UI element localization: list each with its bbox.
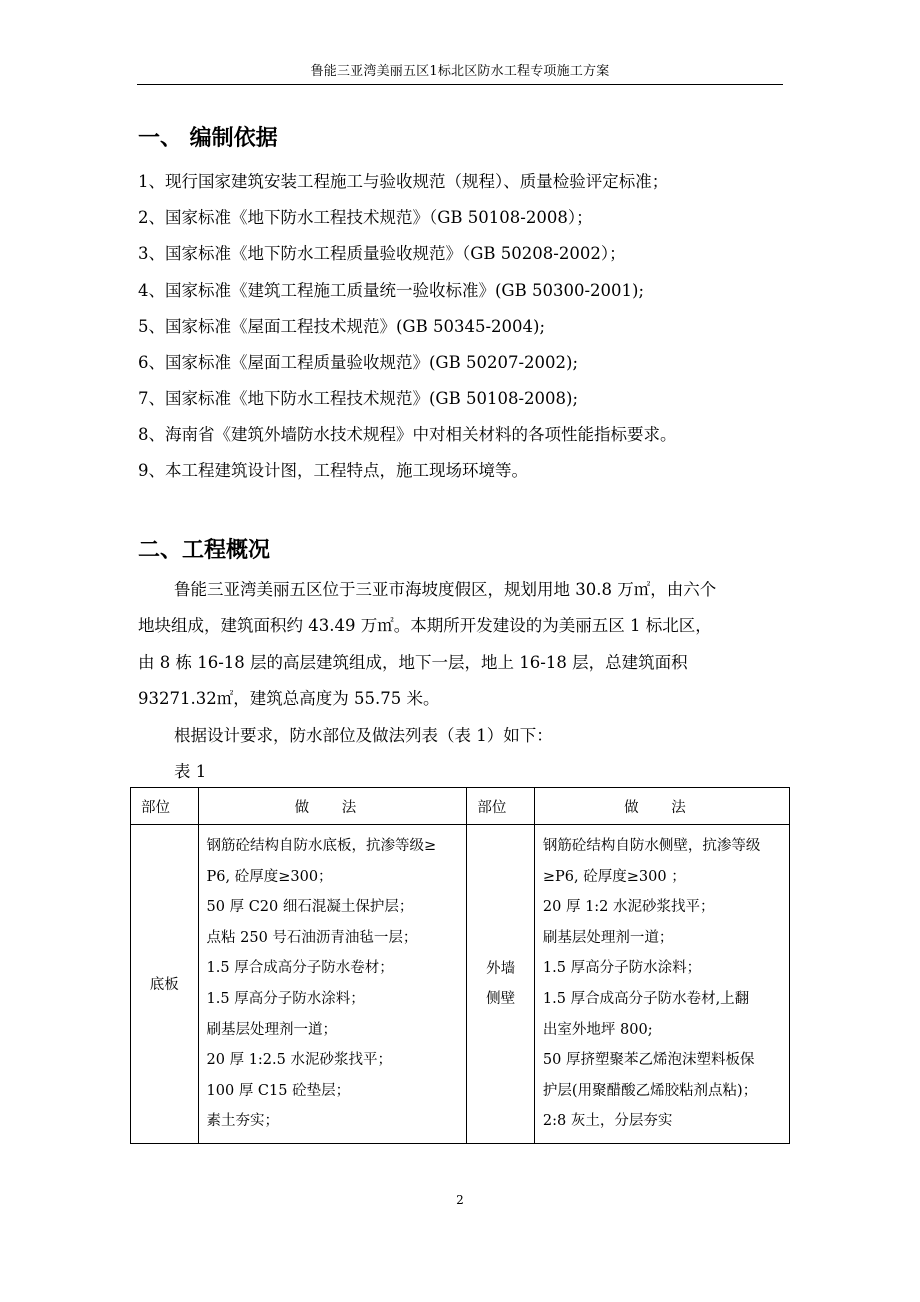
method-line: 点粘 250 号石油沥青油毡一层；: [206, 929, 418, 946]
table-label: 表 1: [174, 762, 207, 781]
method-line: 1.5 厚高分子防水涂料；: [206, 990, 365, 1007]
table-header-row: [131, 788, 790, 825]
header-part-left: 部位: [131, 788, 199, 825]
part-cell-bottom-slab: 底板: [131, 825, 199, 1144]
part-label-line: 侧壁: [486, 990, 516, 1007]
method-line: 钢筋砼结构自防水底板，抗渗等级≥: [206, 838, 437, 854]
method-line: 2:8 灰土，分层夯实: [542, 1113, 673, 1130]
method-line: 钢筋砼结构自防水侧壁，抗渗等级: [542, 838, 761, 854]
basis-item: 1、现行国家建筑安装工程施工与验收规范（规程）、质量检验评定标准；: [138, 172, 669, 191]
part-label-line: 外墙: [486, 960, 516, 977]
method-line: 1.5 厚合成高分子防水卷材,上翻: [542, 990, 750, 1007]
basis-item: 8、海南省《建筑外墙防水技术规程》中对相关材料的各项性能指标要求。: [138, 425, 677, 444]
header-divider: [137, 84, 783, 85]
overview-line: 鲁能三亚湾美丽五区位于三亚市海坡度假区，规划用地 30.8 万㎡，由六个: [174, 580, 717, 599]
method-line: 刷基层处理剂一道；: [542, 929, 674, 946]
basis-item: 5、国家标准《屋面工程技术规范》(GB 50345-2004);: [138, 317, 546, 336]
method-line: 1.5 厚合成高分子防水卷材；: [206, 960, 394, 977]
basis-item: 4、国家标准《建筑工程施工质量统一验收标准》(GB 50300-2001);: [138, 281, 645, 300]
method-line: 50 厚挤塑聚苯乙烯泡沫塑料板保: [542, 1052, 755, 1069]
method-line: P6, 砼厚度≥300；: [206, 868, 333, 885]
method-line: 20 厚 1:2 水泥砂浆找平；: [542, 899, 715, 916]
page-number: 2: [456, 1193, 464, 1207]
method-line: 1.5 厚高分子防水涂料；: [542, 960, 702, 977]
basis-item: 9、本工程建筑设计图，工程特点，施工现场环境等。: [138, 461, 528, 480]
header-part-right: 部位: [467, 788, 535, 825]
method-cell-exterior-wall: [534, 825, 789, 1144]
method-line: ≥P6, 砼厚度≥300 ；: [542, 868, 686, 885]
overview-line: 地块组成，建筑面积约 43.49 万㎡。本期所开发建设的为美丽五区 1 标北区，: [138, 616, 712, 635]
table-intro: 根据设计要求，防水部位及做法列表（表 1）如下：: [174, 726, 553, 745]
section1-heading: 一、 编制依据: [138, 126, 278, 151]
method-line: 100 厚 C15 砼垫层；: [206, 1082, 351, 1099]
part-cell-exterior-wall: [467, 825, 535, 1144]
method-cell-bottom-slab: [198, 825, 467, 1144]
section2-heading: 二、工程概况: [138, 538, 271, 563]
header-method-right: 做 法: [534, 788, 789, 825]
overview-line: 由 8 栋 16-18 层的高层建筑组成，地下一层，地上 16-18 层，总建筑面积: [138, 653, 688, 672]
table-row: [131, 825, 790, 1144]
method-line: 出室外地坪 800;: [542, 1021, 653, 1038]
method-line: 20 厚 1:2.5 水泥砂浆找平；: [206, 1052, 392, 1069]
basis-item: 6、国家标准《屋面工程质量验收规范》(GB 50207-2002);: [138, 353, 579, 372]
basis-item: 2、国家标准《地下防水工程技术规范》（GB 50108-2008）；: [138, 208, 593, 227]
basis-item: 7、国家标准《地下防水工程技术规范》(GB 50108-2008);: [138, 389, 579, 408]
method-line: 50 厚 C20 细石混凝土保护层；: [206, 899, 414, 916]
overview-line: 93271.32㎡，建筑总高度为 55.75 米。: [138, 689, 440, 708]
basis-item: 3、国家标准《地下防水工程质量验收规范》（GB 50208-2002）；: [138, 244, 626, 263]
method-line: 素土夯实；: [206, 1113, 280, 1130]
method-line: 护层(用聚醋酸乙烯胶粘剂点粘)；: [542, 1082, 758, 1099]
header-method-left: 做 法: [198, 788, 467, 825]
waterproofing-table: [130, 787, 790, 1144]
method-line: 刷基层处理剂一道；: [206, 1021, 338, 1038]
page-header-title: 鲁能三亚湾美丽五区1标北区防水工程专项施工方案: [310, 64, 610, 79]
